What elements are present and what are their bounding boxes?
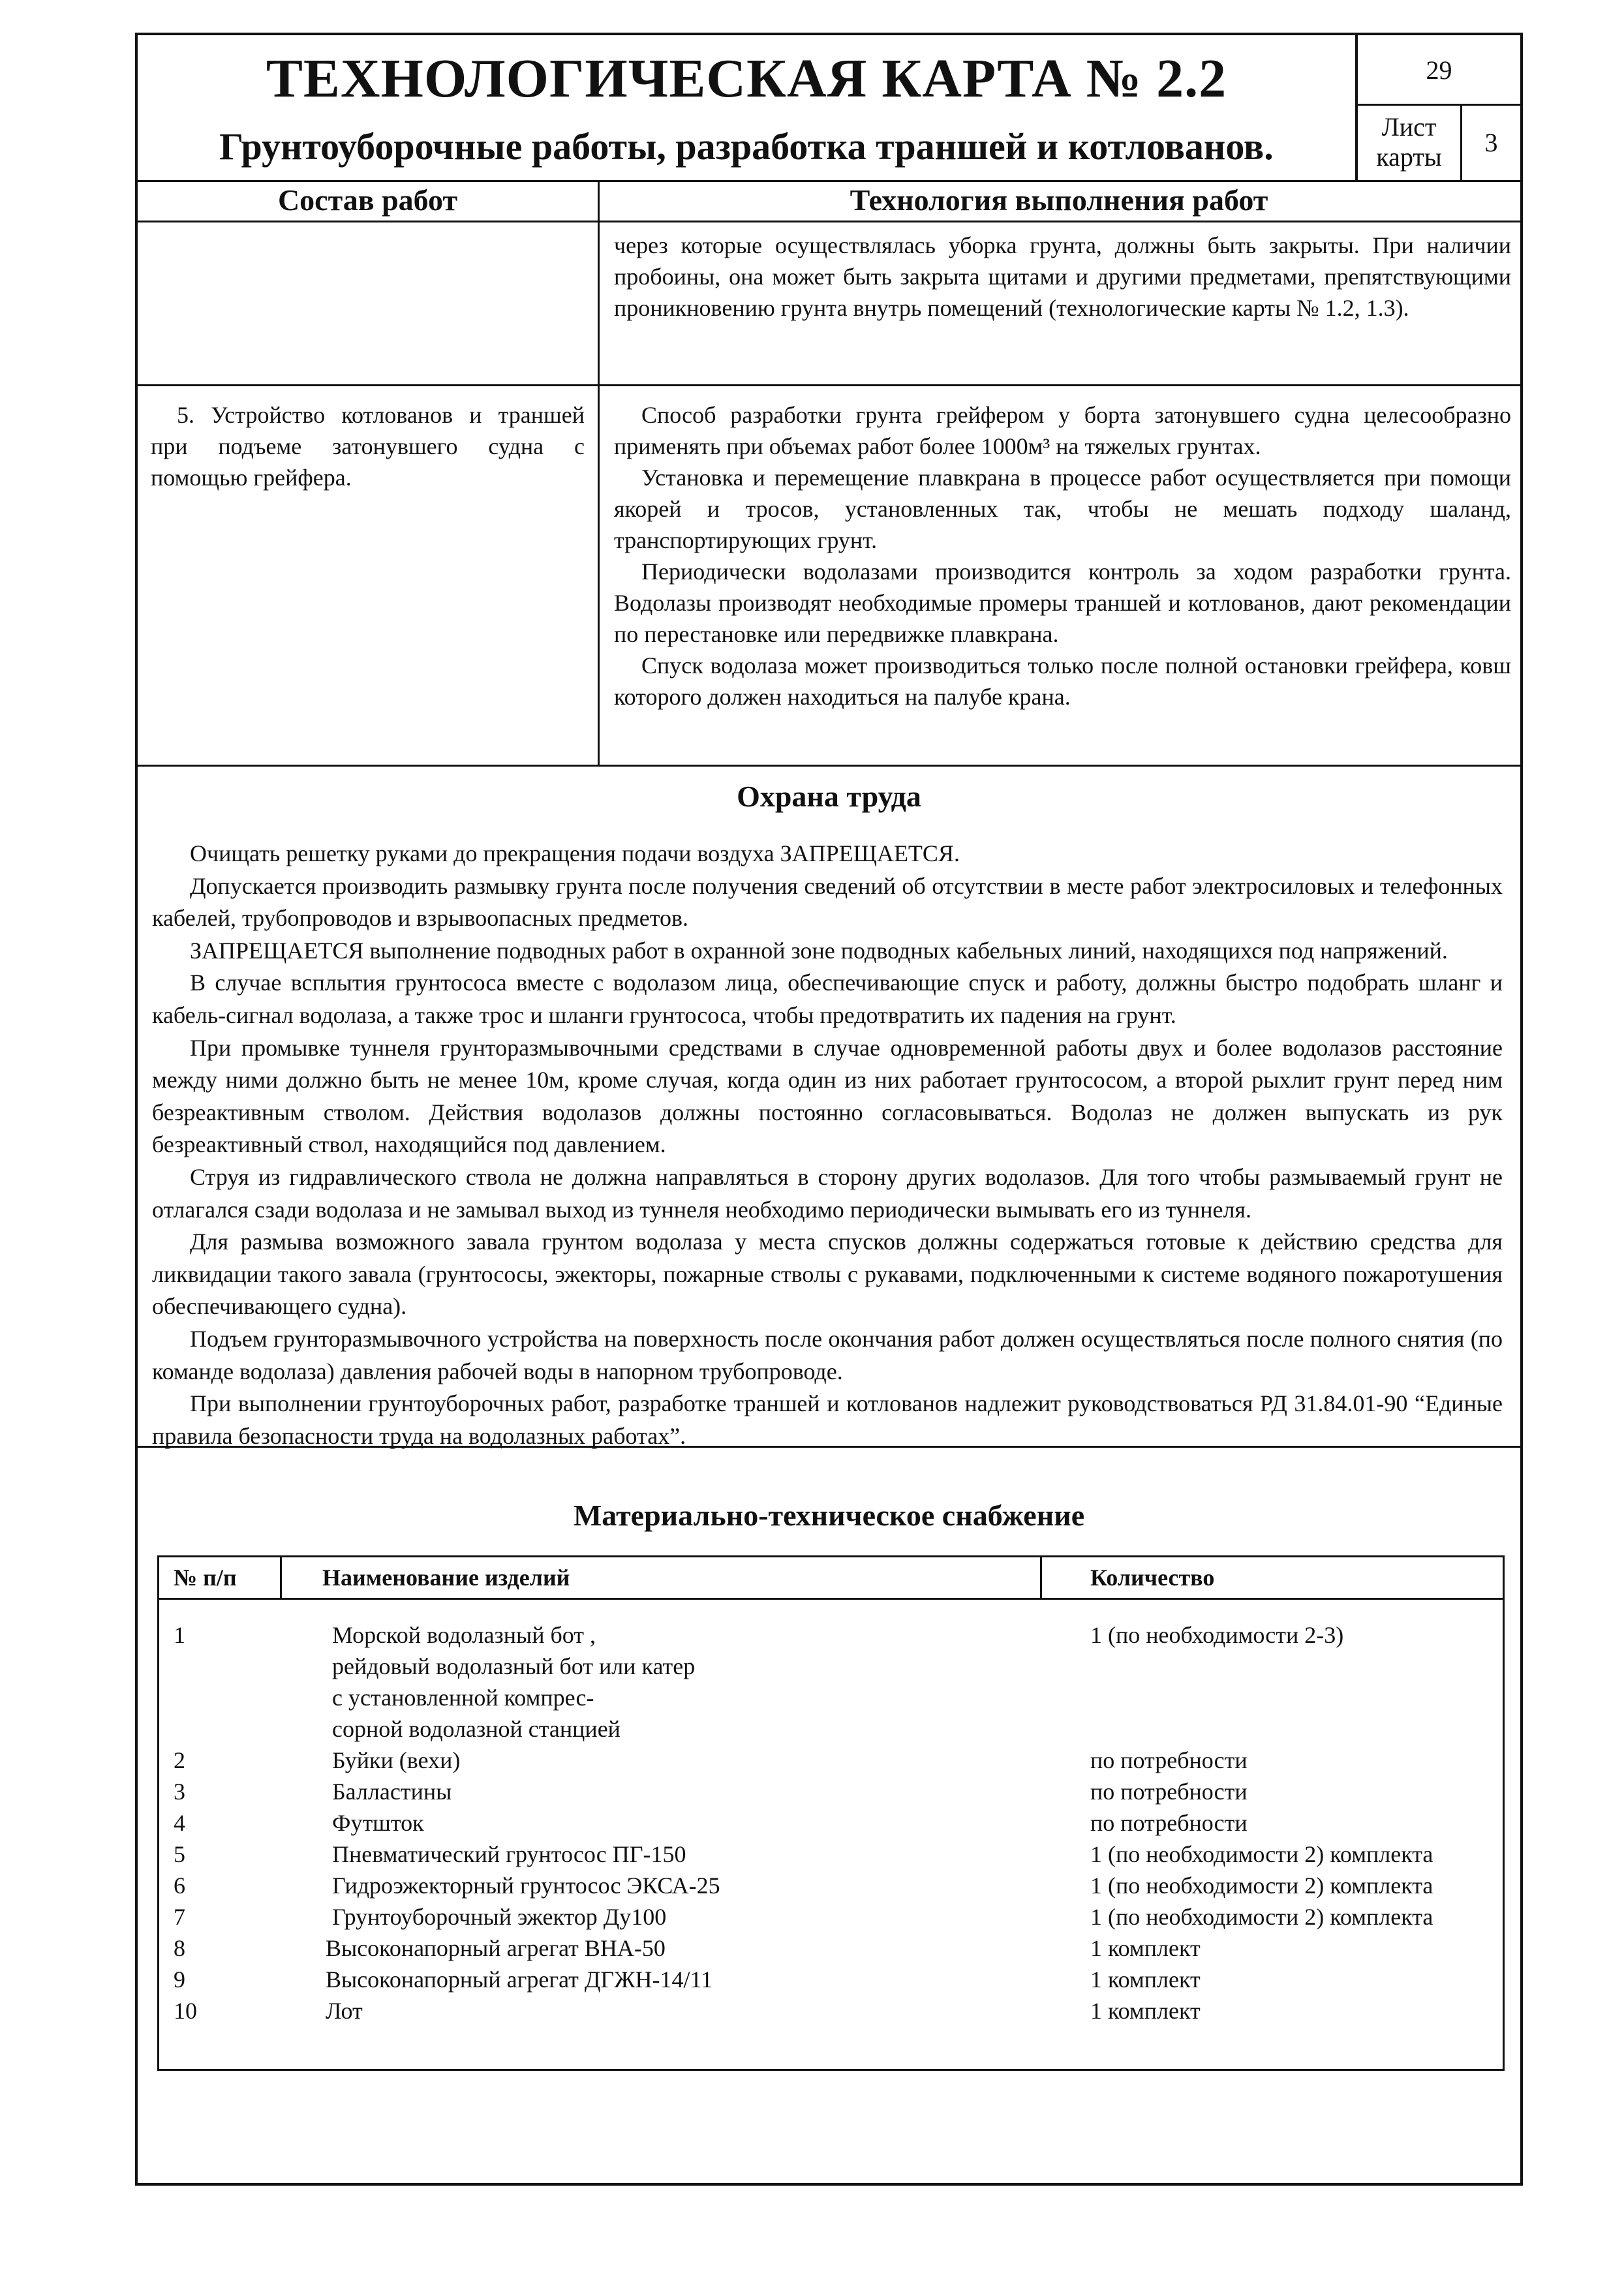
column-header-left: Состав работ xyxy=(277,183,458,217)
safety-paragraph: Для размыва возможного завала грунтом водолаза у места спусков должны содержаться готовые к действию средства для ликвидации такого завала (грунтососы, эжекторы, пожарные стволы с рукавами, подключенными к системе водяного пожаротушения обеспечивающего судна). xyxy=(152,1229,1503,1320)
item-quantity: 1 (по необходимости 2) комплекта xyxy=(1090,1904,1433,1930)
item-number: 2 xyxy=(174,1747,185,1773)
row2-paragraph-4: Спуск водолаза может производиться только после полной остановки грейфера, ковш которого должен находиться на палубе крана. xyxy=(614,652,1511,710)
item-number: 1 xyxy=(174,1622,185,1648)
sheet-label-line2: карты xyxy=(1376,142,1442,172)
item-number: 5 xyxy=(174,1841,185,1867)
item-name: Балластины xyxy=(332,1779,452,1805)
item-name xyxy=(332,1619,695,1745)
safety-paragraph: Струя из гидравлического ствола не должна направляться в сторону других водолазов. Для того чтобы размываемый грунт не отлагался сзади водолаза и не замывал выход из туннеля необходимо периодически вымывать его из туннеля. xyxy=(152,1163,1503,1223)
item-quantity: 1 (по необходимости 2) комплекта xyxy=(1090,1872,1433,1899)
row2-work-label: 5. Устройство котлованов и траншей при подъеме затонувшего судна с помощью грейфера. xyxy=(151,402,585,491)
item-name: Гидроэжекторный грунтосос ЭКСА-25 xyxy=(332,1872,720,1899)
item-name-line: сорной водолазной станцией xyxy=(332,1716,620,1742)
page-number: 29 xyxy=(1358,35,1520,106)
item-name: Грунтоуборочный эжектор Ду100 xyxy=(332,1904,667,1930)
materials-header-divider xyxy=(159,1598,1503,1600)
item-quantity: по потребности xyxy=(1090,1747,1248,1773)
row1-paragraph: через которые осуществлялась уборка грунта, должны быть закрыты. При наличии пробоины, она может быть закрыта щитами и другими предметами, препятствующими проникновению грунта внутрь помещений (технологические карты № 1.2, 1.3). xyxy=(614,232,1511,321)
item-quantity: 1 комплект xyxy=(1090,1935,1201,1961)
row2-technology xyxy=(614,399,1511,712)
column-header-divider xyxy=(138,221,1520,222)
item-quantity: 1 (по необходимости 2) комплекта xyxy=(1090,1841,1433,1867)
item-name: Футшток xyxy=(332,1810,424,1836)
item-number: 4 xyxy=(174,1810,185,1836)
document-title: ТЕХНОЛОГИЧЕСКАЯ КАРТА № 2.2 xyxy=(266,48,1227,109)
materials-title: Материально-техническое снабжение xyxy=(573,1499,1085,1532)
safety-paragraph: Допускается производить размывку грунта после получения сведений об отсутствии в месте работ электросиловых и телефонных кабелей, трубопроводов и взрывоопасных предметов. xyxy=(152,872,1503,932)
safety-paragraph: При выполнении грунтоуборочных работ, разработке траншей и котлованов надлежит руководствоваться РД 31.84.01-90 “Единые правила безопасности труда на водолазных работах”. xyxy=(152,1390,1503,1449)
item-name: Буйки (вехи) xyxy=(332,1747,461,1773)
item-number: 7 xyxy=(174,1904,185,1930)
item-number: 10 xyxy=(174,1998,197,2024)
item-number: 8 xyxy=(174,1935,185,1961)
materials-header-quantity: Количество xyxy=(1090,1565,1215,1591)
materials-table xyxy=(157,1555,1505,2071)
header-title-block xyxy=(138,35,1358,180)
sheet-label xyxy=(1358,106,1462,180)
row2-paragraph-1: Способ разработки грунта грейфером у борта затонувшего судна целесообразно применять при объемах работ более 1000м³ на тяжелых грунтах. xyxy=(614,402,1511,459)
item-name: Высоконапорный агрегат ДГЖН-14/11 xyxy=(326,1966,713,1993)
materials-col-divider xyxy=(1040,1557,1042,1598)
item-number: 6 xyxy=(174,1872,185,1899)
item-quantity: 1 (по необходимости 2-3) xyxy=(1090,1622,1344,1648)
document-frame xyxy=(135,33,1523,2186)
item-name-line: с установленной компрес- xyxy=(332,1685,594,1711)
item-quantity: 1 комплект xyxy=(1090,1998,1201,2024)
item-quantity: по потребности xyxy=(1090,1779,1248,1805)
column-divider xyxy=(598,180,600,765)
item-name: Пневматический грунтосос ПГ-150 xyxy=(332,1841,686,1867)
safety-paragraph: Подъем грунторазмывочного устройства на поверхность после окончания работ должен осуществляться после полного снятия (по команде водолаза) давления рабочей воды в напорном трубопроводе. xyxy=(152,1325,1503,1384)
row2-work-item xyxy=(151,399,585,493)
safety-title: Охрана труда xyxy=(737,780,921,813)
item-name: Лот xyxy=(326,1998,363,2024)
item-name-line: рейдовый водолазный бот или катер xyxy=(332,1653,696,1679)
item-name-line: Морской водолазный бот , xyxy=(332,1622,596,1648)
row2-paragraph-3: Периодически водолазами производится контроль за ходом разработки грунта. Водолазы производят необходимые промеры траншей и котлованов, дают рекомендации по перестановке или передвижке плавкрана. xyxy=(614,558,1511,647)
item-name: Высоконапорный агрегат ВНА-50 xyxy=(326,1935,666,1961)
safety-text xyxy=(152,838,1503,1452)
safety-paragraph: При промывке туннеля грунторазмывочными средствами в случае одновременной работы двух и более водолазов расстояние между ними должно быть не менее 10м, кроме случая, когда один из них работает грунтососом, а второй рыхлит грунт перед ним безреактивным стволом. Действия водолазов должны постоянно согласовываться. Водолаз не должен выпускать из рук безреактивный ствол, находящийся под давлением. xyxy=(152,1034,1503,1158)
materials-col-divider xyxy=(280,1557,282,1598)
safety-paragraph: Очищать решетку руками до прекращения подачи воздуха ЗАПРЕЩАЕТСЯ. xyxy=(190,840,960,866)
materials-header-number: № п/п xyxy=(174,1565,237,1591)
item-number: 9 xyxy=(174,1966,185,1993)
item-quantity: 1 комплект xyxy=(1090,1966,1201,1993)
sheet-label-line1: Лист xyxy=(1381,112,1437,142)
sheet-number: 3 xyxy=(1484,128,1498,157)
row-divider xyxy=(138,384,1520,386)
safety-paragraph: ЗАПРЕЩАЕТСЯ выполнение подводных работ в охранной зоне подводных кабельных линий, находящихся под напряжений. xyxy=(190,937,1448,964)
document-subtitle: Грунтоуборочные работы, разработка траншей и котлованов. xyxy=(219,125,1274,168)
materials-header-name: Наименование изделий xyxy=(322,1565,570,1591)
safety-paragraph: В случае всплытия грунтососа вместе с водолазом лица, обеспечивающие спуск и работу, должны быстро подобрать шланг и кабель-сигнал водолаза, а также трос и шланги грунтососа, чтобы предотвратить их падения на грунт. xyxy=(152,970,1503,1028)
row2-paragraph-2: Установка и перемещение плавкрана в процессе работ осуществляется при помощи якорей и тросов, установленных так, чтобы не мешать подходу шаланд, транспортирующих грунт. xyxy=(614,465,1511,553)
table-bottom-divider xyxy=(138,765,1520,767)
safety-bottom-divider xyxy=(138,1446,1520,1448)
item-quantity: по потребности xyxy=(1090,1810,1248,1836)
column-header-right: Технология выполнения работ xyxy=(850,183,1268,217)
item-number: 3 xyxy=(174,1779,185,1805)
row1-technology xyxy=(614,230,1511,324)
